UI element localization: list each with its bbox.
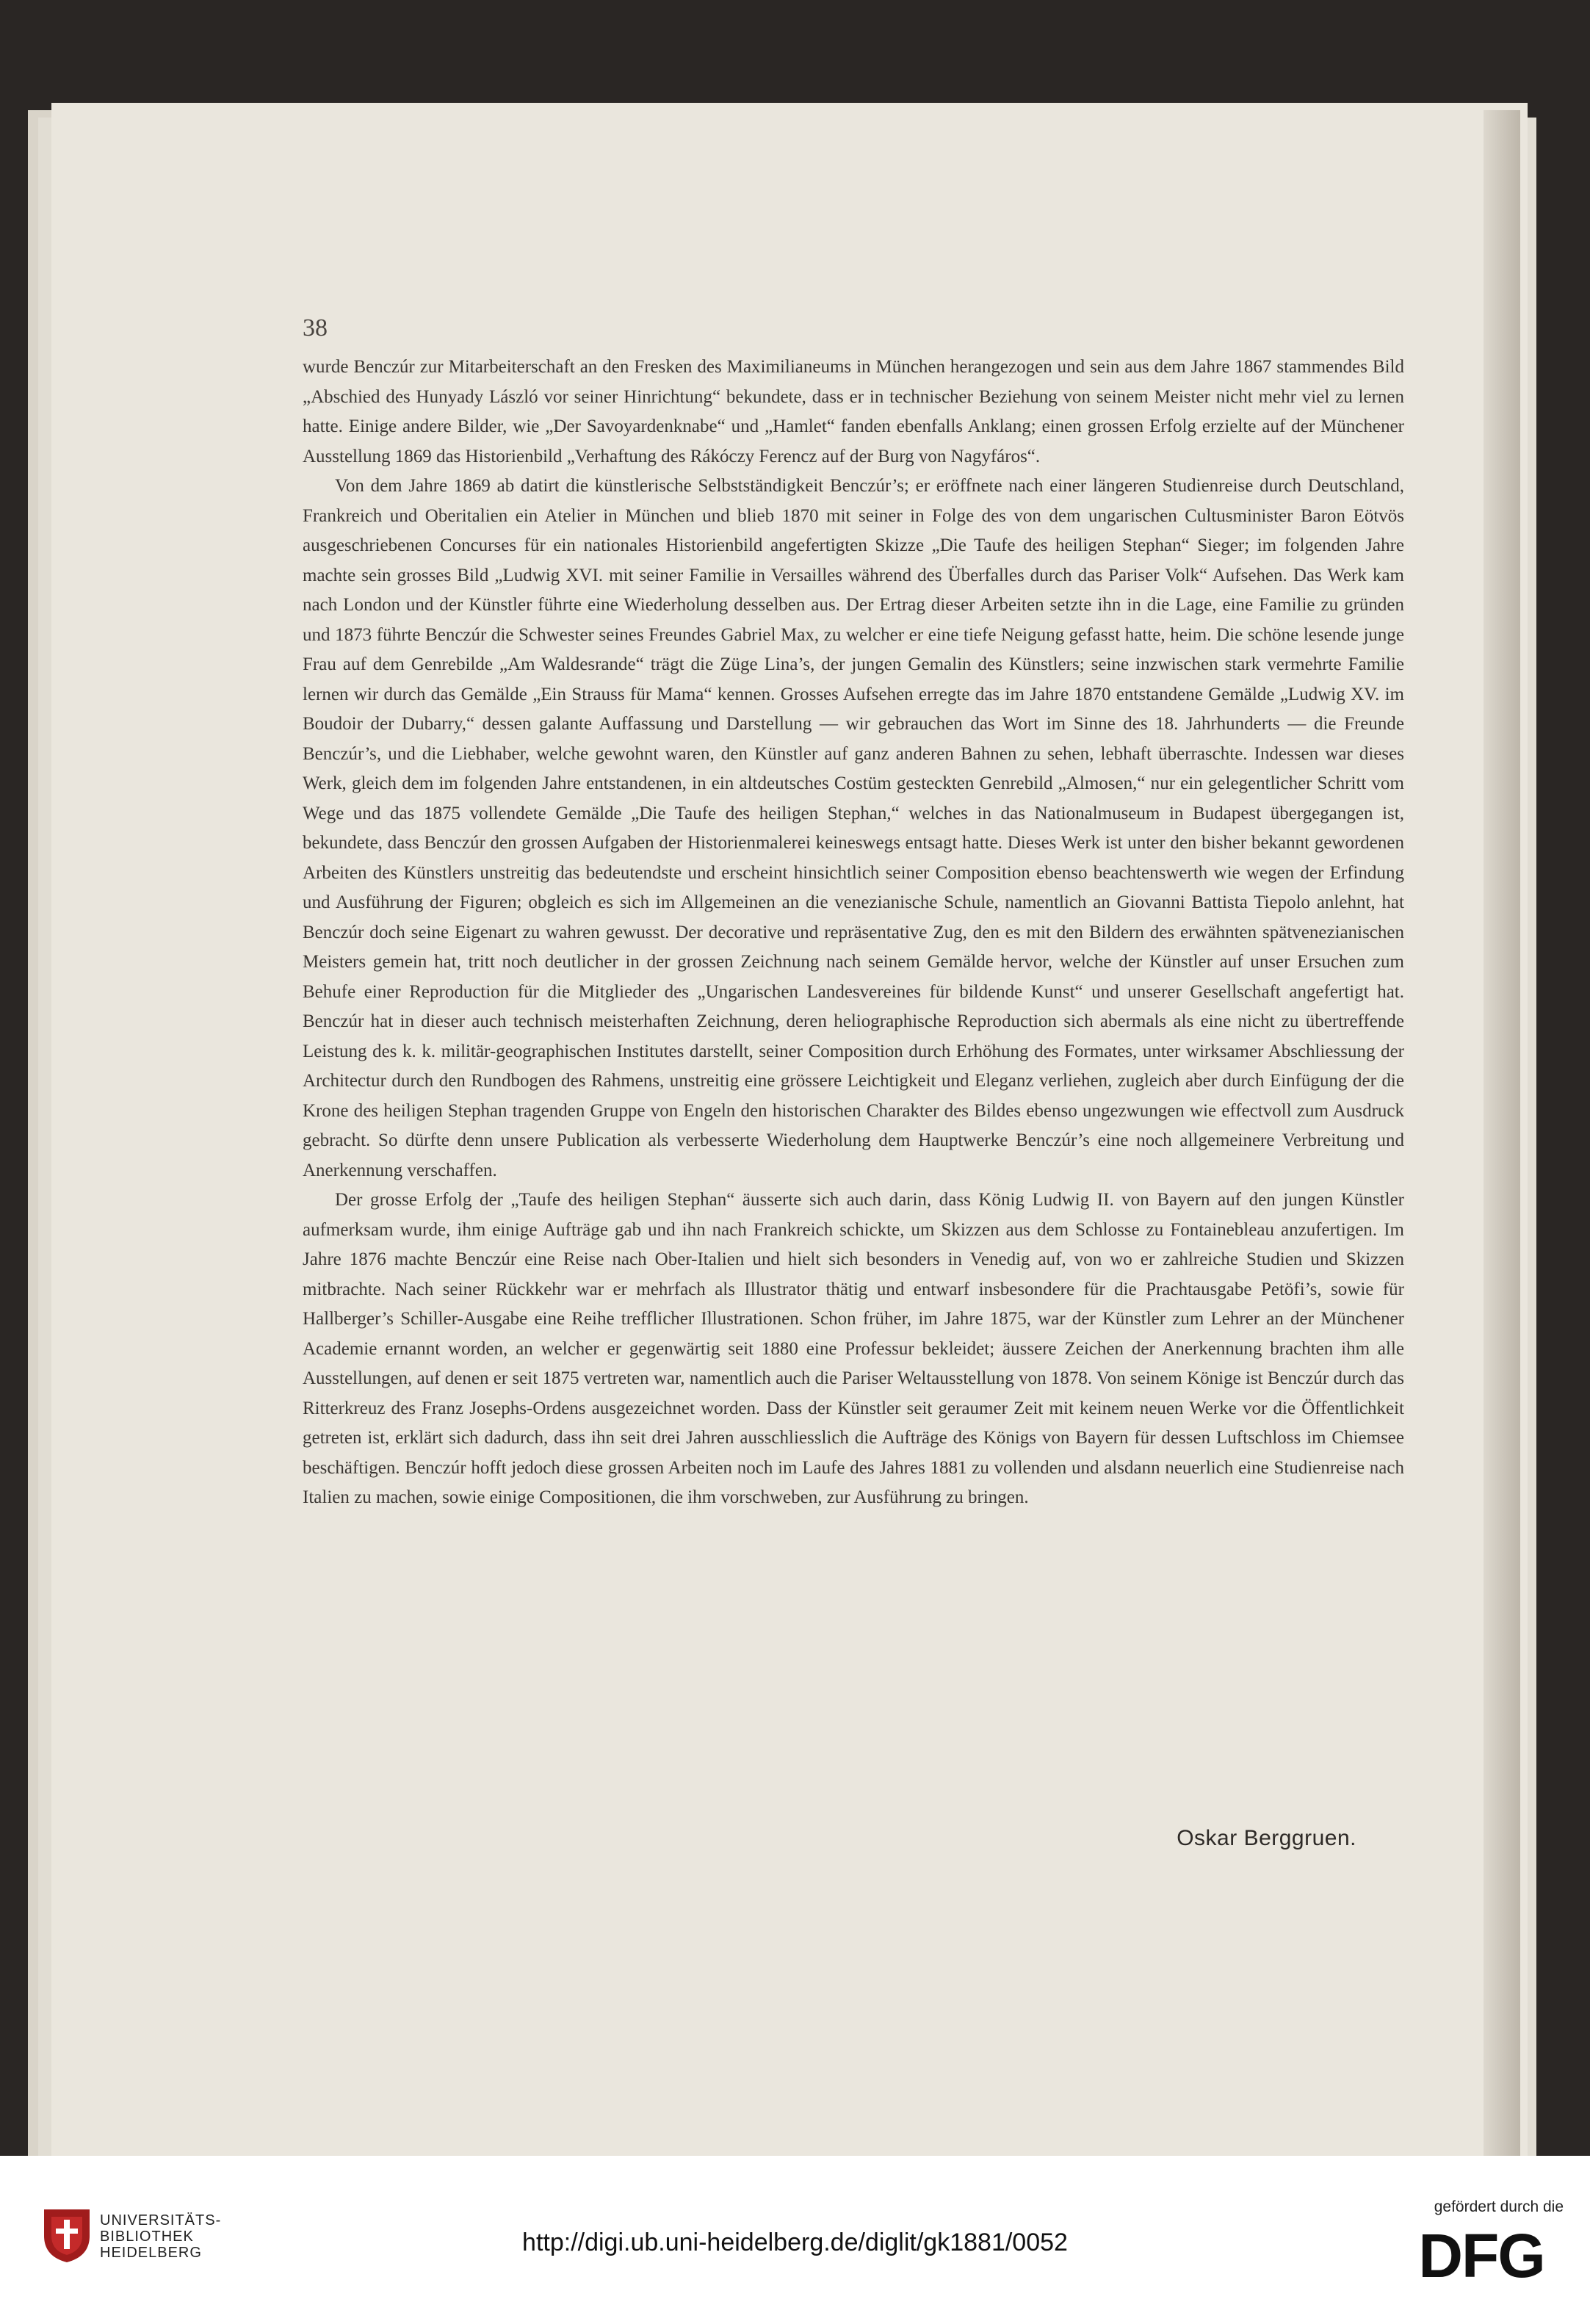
paragraph-2: Von dem Jahre 1869 ab datirt die künstlerische Selbstständigkeit Benczúr’s; er eröffnete nach einer längeren Studienreise durch Deutschland, Frankreich und Oberitalien ein Atelier in München und blieb 1870 mit seiner in Folge des von dem ungarischen Cultusminister Baron Eötvös ausgeschriebenen Concurses für ein nationales Historienbild angefertigten Skizze „Die Taufe des heiligen Stephan“ Sieger; im folgenden Jahre machte sein grosses Bild „Ludwig XVI. mit seiner Familie in Versailles während des Überfalles durch das Pariser Volk“ Aufsehen. Das Werk kam nach London und der Künstler führte eine Wiederholung desselben aus. Der Ertrag dieser Arbeiten setzte ihn in die Lage, eine Familie zu gründen und 1873 führte Benczúr die Schwester seines Freundes Gabriel Max, zu welcher er eine tiefe Neigung gefasst hatte, heim. Die schöne lesende junge Frau auf dem Genrebilde „Am Waldesrande“ trägt die Züge Lina’s, der jungen Gemalin des Künstlers; seine inzwischen stark vermehrte Familie lernen wir durch das Gemälde „Ein Strauss für Mama“ kennen. Grosses Aufsehen erregte das im Jahre 1870 entstandene Gemälde „Ludwig XV. im Boudoir der Dubarry,“ dessen galante Auffassung und Darstellung — wir gebrauchen das Wort im Sinne des 18. Jahrhunderts — die Freunde Benczúr’s, und die Liebhaber, welche gewohnt waren, den Künstler auf ganz anderen Bahnen zu sehen, lebhaft überraschte. Indessen war dieses Werk, gleich dem im folgenden Jahre entstandenen, in ein altdeutsches Costüm gesteckten Genrebild „Almosen,“ nur ein gelegentlicher Schritt vom Wege und das 1875 vollendete Gemälde „Die Taufe des heiligen Stephan,“ welches in das Nationalmuseum in Budapest übergegangen ist, bekundete, dass Benczúr den grossen Aufgaben der Historienmalerei keineswegs entsagt hatte. Dieses Werk ist unter den bisher bekannt gewordenen Arbeiten des Künstlers unstreitig das bedeutendste und erscheint hinsichtlich seiner Composition ebenso beachtenswerth wie wegen der Erfindung und Ausführung der Figuren; obgleich es sich im Allgemeinen an die venezianische Schule, namentlich an Giovanni Battista Tiepolo anlehnt, hat Benczúr doch seine Eigenart zu wahren gewusst. Der decorative und repräsentative Zug, den es mit den Bildern des erwähnten spätvenezianischen Meisters gemein hat, tritt noch deutlicher in der grossen Zeichnung nach seinem Gemälde hervor, welche der Künstler auf unser Ersuchen zum Behufe einer Reproduction für die Mitglieder des „Ungarischen Landesvereines für bildende Kunst“ und unserer Gesellschaft angefertigt hat. Benczúr hat in dieser auch technisch meisterhaften Zeichnung, deren heliographische Reproduction sich abermals als eine nicht zu übertreffende Leistung des k. k. militär-geographischen Institutes darstellt, seiner Composition durch Erhöhung des Formates, unter wirksamer Abschliessung der Architectur durch den Rundbogen des Rahmens, unstreitig eine grössere Leichtigkeit und Eleganz verliehen, zugleich aber durch Einfügung der die Krone des heiligen Stephan tragenden Gruppe von Engeln den historischen Charakter des Bildes ebenso ungezwungen wie effectvoll zum Ausdruck gebracht. So dürfte denn unsere Publication als verbesserte Wiederholung dem Hauptwerke Benczúr’s eine noch allgemeinere Verbreitung und Anerkennung verschaffen.: [303, 476, 1404, 1180]
author-signature: Oskar Berggruen.: [1177, 1826, 1356, 1850]
dfg-logo-text: DFG: [1418, 2221, 1544, 2284]
funded-by-label: gefördert durch die: [1434, 2198, 1564, 2215]
paragraph-3: Der grosse Erfolg der „Taufe des heiligen Stephan“ äusserte sich auch darin, dass König Ludwig II. von Bayern auf den jungen Künstler aufmerksam wurde, ihm einige Aufträge gab und ihn nach Frankreich schickte, um Skizzen aus dem Schlosse zu Fontainebleau anzufertigen. Im Jahre 1876 machte Benczúr eine Reise nach Ober-Italien und hielt sich besonders in Venedig auf, von wo er zahlreiche Studien und Skizzen mitbrachte. Nach seiner Rückkehr war er mehrfach als Illustrator thätig und entwarf insbesondere für die Prachtausgabe Petöfi’s, sowie für Hallberger’s Schiller-Ausgabe eine Reihe trefflicher Illustrationen. Schon früher, im Jahre 1875, war der Künstler zum Lehrer an der Münchener Academie ernannt worden, an welcher er gegenwärtig seit 1880 eine Professur bekleidet; äussere Zeichen der Anerkennung brachten ihm alle Ausstellungen, auf denen er seit 1875 vertreten war, namentlich auch die Pariser Weltausstellung von 1878. Von seinem Könige ist Benczúr durch das Ritterkreuz des Franz Josephs-Ordens ausgezeichnet worden. Dass der Künstler seit geraumer Zeit mit keinem neuen Werke vor die Öffentlichkeit getreten ist, erklärt sich dadurch, dass ihn seit drei Jahren ausschliesslich die Aufträge des Königs von Bayern für dessen Luftschloss im Chiemsee beschäftigen. Benczúr hofft jedoch diese grossen Arbeiten noch im Laufe des Jahres 1881 zu vollenden und alsdann neuerlich eine Studienreise nach Italien zu machen, sowie einige Compositionen, die ihm vorschweben, zur Ausführung zu bringen.: [303, 1190, 1404, 1507]
page-gutter-shadow: [1484, 110, 1520, 2156]
paragraph-1: wurde Benczúr zur Mitarbeiterschaft an den Fresken des Maximilianeums in München herangezogen und sein aus dem Jahre 1867 stammendes Bild „Abschied des Hunyady László vor seiner Hinrichtung“ bekundete, dass er in technischer Beziehung von seinem Meister nicht mehr viel zu lernen hatte. Einige andere Bilder, wie „Der Savoyardenknabe“ und „Hamlet“ fanden ebenfalls Anklang; einen grossen Erfolg erzielte auf der Münchener Ausstellung 1869 das Historienbild „Verhaftung des Rákóczy Ferencz auf der Burg von Nagyfáros“.: [303, 357, 1404, 466]
article-body: [303, 353, 1404, 1513]
institution-line-2: BIBLIOTHEK: [100, 2229, 194, 2245]
dfg-logo-icon: [1399, 2218, 1564, 2284]
page-number: 38: [303, 314, 328, 342]
institution-line-3: HEIDELBERG: [100, 2245, 202, 2261]
institution-line-1: UNIVERSITÄTS-: [100, 2212, 222, 2229]
permalink-url[interactable]: http://digi.ub.uni-heidelberg.de/diglit/gk1881/0052: [522, 2229, 1068, 2256]
